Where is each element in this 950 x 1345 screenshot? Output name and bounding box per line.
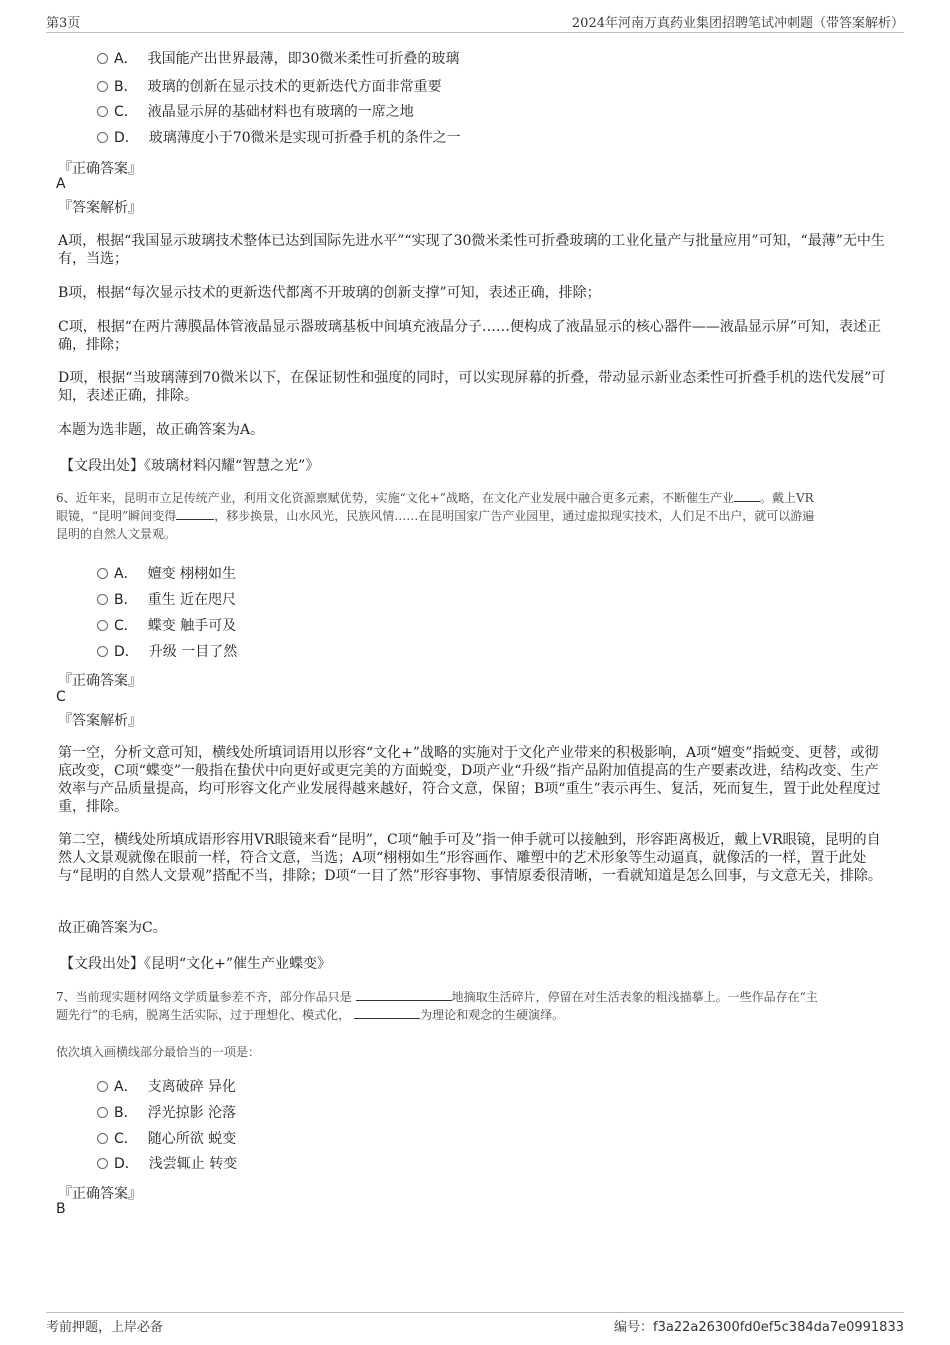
q5-option-c[interactable]: C． 液晶显示屏的基础材料也有玻璃的一席之地 <box>97 102 414 122</box>
blank-2 <box>354 1006 420 1019</box>
blank-1 <box>734 489 760 502</box>
q6-conclusion: 故正确答案为C。 <box>58 920 167 936</box>
radio-icon[interactable] <box>97 646 108 657</box>
q5-option-d[interactable]: D． 玻璃薄度小于70微米是实现可折叠手机的条件之一 <box>97 128 461 148</box>
radio-icon[interactable] <box>97 1081 108 1092</box>
radio-icon[interactable] <box>97 1158 108 1169</box>
radio-icon[interactable] <box>97 1107 108 1118</box>
q5-answer-label: 『正确答案』 <box>58 161 142 177</box>
q7-answer: B <box>56 1201 66 1217</box>
q5-analysis-d: D项，根据“当玻璃薄到70微米以下，在保证韧性和强度的同时，可以实现屏幕的折叠，带动显示新业态柔性可折叠手机的迭代发展”可知，表述正确，排除。 <box>58 370 886 404</box>
radio-icon[interactable] <box>97 568 108 579</box>
q5-analysis-c: C项，根据“在两片薄膜晶体管液晶显示器玻璃基板中间填充液晶分子……便构成了液晶显示的核心器件——液晶显示屏”可知，表述正确，排除； <box>58 319 882 353</box>
blank-1 <box>356 988 452 1001</box>
q6-analysis-2: 第二空，横线处所填成语形容用VR眼镜来看“昆明”，C项“触手可及”指一伸手就可以接触到，形容距离极近，戴上VR眼镜，昆明的自然人文景观就像在眼前一样，符合文意，当选；A项“栩栩如生”形容画作、雕塑中的艺术形象等生动逼真，就像活的一样，置于此处与“昆明的自然人文景观”搭配不当，排除；D项“一目了然”形容事物、事情原委很清晰，一看就知道是怎么回事，与文意无关，排除。 <box>58 832 882 884</box>
q7-option-a[interactable]: A． 支离破碎 异化 <box>97 1077 236 1097</box>
q6-option-c[interactable]: C． 蝶变 触手可及 <box>97 616 236 636</box>
q6-analysis-label: 『答案解析』 <box>58 713 142 729</box>
q6-question: 6、近年来，昆明市立足传统产业，利用文化资源禀赋优势，实施“文化+”战略，在文化产业发展中融合更多元素，不断催生产业 。戴上VR 眼镜，“昆明”瞬间变得 ，移步换景，山水风光，民族风情……在昆明国家广告产业园里，通过虚拟现实技术，人们足不出户，就可以游遍 昆明的自然人文景观。 <box>56 491 815 541</box>
q6-source: 【文段出处】《昆明“文化+”催生产业蝶变》 <box>60 956 332 972</box>
document-title: 2024年河南万真药业集团招聘笔试冲刺题（带答案解析） <box>571 16 904 31</box>
page-header <box>46 12 904 33</box>
page-number: 第3页 <box>46 16 81 31</box>
q7-option-d[interactable]: D． 浅尝辄止 转变 <box>97 1154 237 1174</box>
q5-conclusion: 本题为选非题，故正确答案为A。 <box>58 422 265 438</box>
q5-option-b[interactable]: B． 玻璃的创新在显示技术的更新迭代方面非常重要 <box>97 77 442 97</box>
q7-option-b[interactable]: B． 浮光掠影 沦落 <box>97 1103 236 1123</box>
q7-answer-label: 『正确答案』 <box>58 1186 142 1202</box>
q5-analysis-label: 『答案解析』 <box>58 200 142 216</box>
document-code: 编号：f3a22a26300fd0ef5c384da7e0991833 <box>614 1320 904 1335</box>
q6-option-d[interactable]: D． 升级 一目了然 <box>97 642 237 662</box>
blank-2 <box>176 507 214 520</box>
radio-icon[interactable] <box>97 594 108 605</box>
page-footer <box>46 1312 904 1337</box>
q6-answer: C <box>56 689 66 705</box>
radio-icon[interactable] <box>97 620 108 631</box>
q7-prompt: 依次填入画横线部分最恰当的一项是： <box>56 1045 261 1059</box>
q6-option-b[interactable]: B． 重生 近在咫尺 <box>97 590 236 610</box>
q7-option-c[interactable]: C． 随心所欲 蜕变 <box>97 1129 236 1149</box>
footer-slogan: 考前押题，上岸必备 <box>46 1320 164 1335</box>
q6-answer-label: 『正确答案』 <box>58 673 142 689</box>
q6-analysis-1: 第一空，分析文意可知，横线处所填词语用以形容“文化+”战略的实施对于文化产业带来的积极影响，A项“嬗变”指蜕变、更替，或彻底改变，C项“蝶变”一般指在蛰伏中向更好或更完美的方面蜕变，D项产业“升级”指产品附加值提高的生产要素改进，结构改变、生产效率与产品质量提高，均可形容文化产业发展得越来越好，符合文意，保留；B项“重生”表示再生、复活，死而复生，置于此处程度过重，排除。 <box>58 745 881 815</box>
q5-analysis-a: A项，根据“我国显示玻璃技术整体已达到国际先进水平”“实现了30微米柔性可折叠玻璃的工业化量产与批量应用”可知，“最薄”无中生有，当选； <box>58 233 885 267</box>
q5-answer: A <box>56 176 66 192</box>
radio-icon[interactable] <box>97 81 108 92</box>
q6-option-a[interactable]: A． 嬗变 栩栩如生 <box>97 564 236 584</box>
q5-option-a[interactable]: A． 我国能产出世界最薄，即30微米柔性可折叠的玻璃 <box>97 49 459 69</box>
radio-icon[interactable] <box>97 53 108 64</box>
radio-icon[interactable] <box>97 1133 108 1144</box>
radio-icon[interactable] <box>97 106 108 117</box>
radio-icon[interactable] <box>97 132 108 143</box>
q5-analysis-b: B项，根据“每次显示技术的更新迭代都离不开玻璃的创新支撑”可知，表述正确，排除； <box>58 285 601 301</box>
q5-source: 【文段出处】《玻璃材料闪耀“智慧之光”》 <box>60 458 320 474</box>
q7-question: 7、当前现实题材网络文学质量参差不齐，部分作品只是 地摘取生活碎片，停留在对生活表象的粗浅描摹上。一些作品存在“主 题先行”的毛病，脱离生活实际，过于理想化、模式化， 为理论和观念的生硬演绎。 <box>56 990 818 1022</box>
